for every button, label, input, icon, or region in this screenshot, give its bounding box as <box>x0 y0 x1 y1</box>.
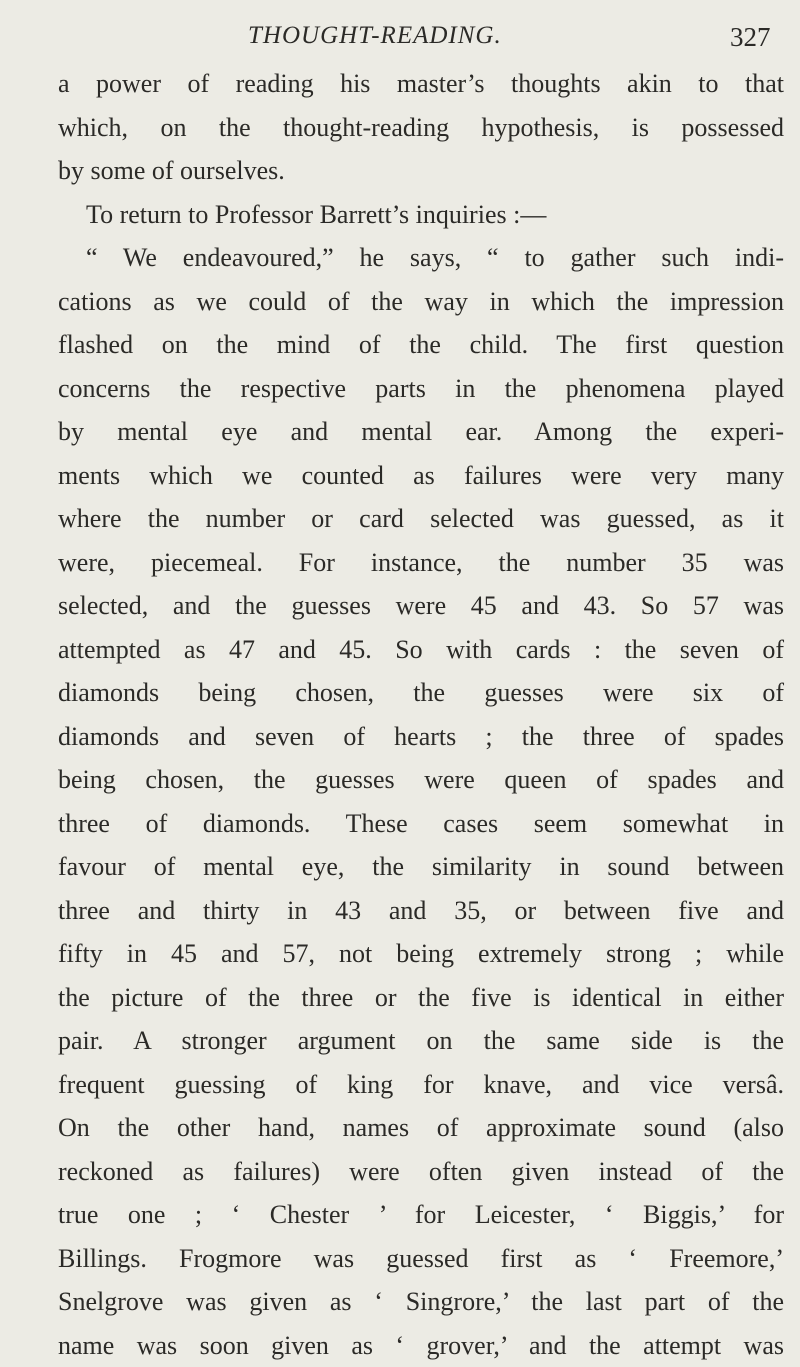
text-line: diamonds and seven of hearts ; the three of spades <box>58 715 784 759</box>
text-line: attempted as 47 and 45. So with cards : the seven of <box>58 628 784 672</box>
text-line: being chosen, the guesses were queen of spades and <box>58 758 784 802</box>
running-title: THOUGHT-READING. <box>248 22 502 50</box>
text-line: ments which we counted as failures were very many <box>58 454 784 498</box>
text-line: the picture of the three or the five is identical in either <box>58 976 784 1020</box>
text-line: reckoned as failures) were often given instead of the <box>58 1150 784 1194</box>
text-line: Billings. Frogmore was guessed first as ‘ Freemore,’ <box>58 1237 784 1281</box>
text-line: true one ; ‘ Chester ’ for Leicester, ‘ Biggis,’ for <box>58 1193 784 1237</box>
text-line: by some of ourselves. <box>58 149 784 193</box>
text-line: Snelgrove was given as ‘ Singrore,’ the last part of the <box>58 1280 784 1324</box>
page-number: 327 <box>730 22 771 53</box>
text-line: were, piecemeal. For instance, the number 35 was <box>58 541 784 585</box>
text-line: which, on the thought-reading hypothesis, is possessed <box>58 106 784 150</box>
text-line: diamonds being chosen, the guesses were six of <box>58 671 784 715</box>
text-line: three of diamonds. These cases seem somewhat in <box>58 802 784 846</box>
text-line: favour of mental eye, the similarity in sound between <box>58 845 784 889</box>
text-line: by mental eye and mental ear. Among the experi- <box>58 410 784 454</box>
text-line: fifty in 45 and 57, not being extremely strong ; while <box>58 932 784 976</box>
text-line: To return to Professor Barrett’s inquiries :— <box>58 193 784 237</box>
text-line: “ We endeavoured,” he says, “ to gather such indi- <box>58 236 784 280</box>
text-line: flashed on the mind of the child. The first question <box>58 323 784 367</box>
text-line: three and thirty in 43 and 35, or between five and <box>58 889 784 933</box>
body-text <box>58 62 784 1367</box>
text-line: frequent guessing of king for knave, and vice versâ. <box>58 1063 784 1107</box>
text-line: selected, and the guesses were 45 and 43. So 57 was <box>58 584 784 628</box>
text-line: On the other hand, names of approximate sound (also <box>58 1106 784 1150</box>
running-head <box>0 18 800 58</box>
text-line: where the number or card selected was guessed, as it <box>58 497 784 541</box>
text-line: pair. A stronger argument on the same side is the <box>58 1019 784 1063</box>
text-line: name was soon given as ‘ grover,’ and the attempt was <box>58 1324 784 1367</box>
text-line: cations as we could of the way in which the impression <box>58 280 784 324</box>
text-line: a power of reading his master’s thoughts akin to that <box>58 62 784 106</box>
text-line: concerns the respective parts in the phenomena played <box>58 367 784 411</box>
